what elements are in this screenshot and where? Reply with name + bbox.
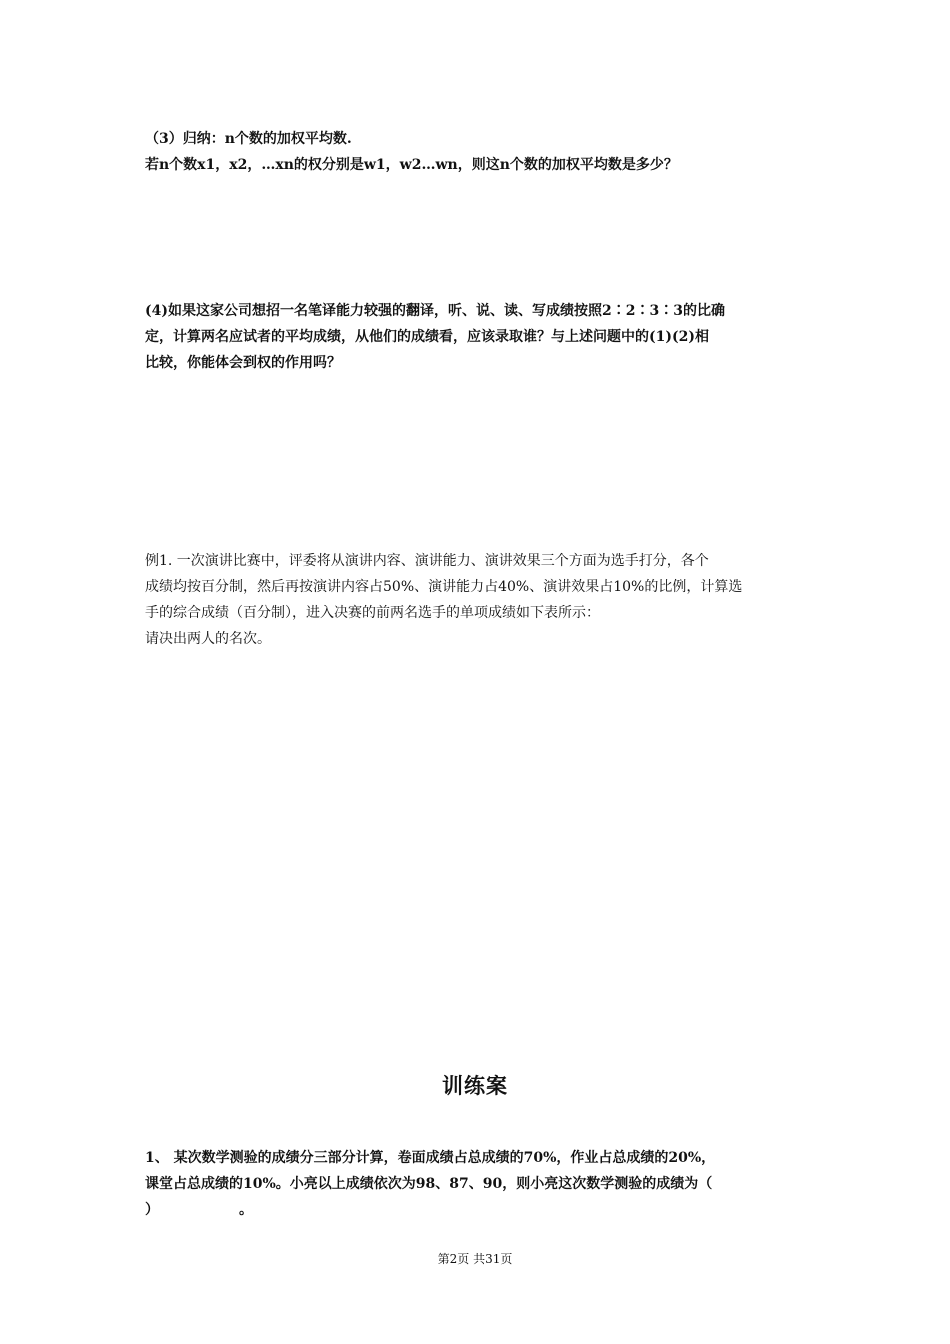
example-1-line-4: 请决出两人的名次。 (145, 631, 271, 647)
section-3-induction (145, 126, 810, 178)
section-3-heading: （3）归纳：n个数的加权平均数. (145, 131, 352, 147)
example-1-line-3: 手的综合成绩（百分制），进入决赛的前两名选手的单项成绩如下表所示： (145, 605, 600, 621)
page-footer: 第2页 共31页 (437, 1252, 513, 1266)
example-1-line-1: 例1. 一次演讲比赛中，评委将从演讲内容、演讲能力、演讲效果三个方面为选手打分，各个 (145, 553, 709, 569)
section-4-line-1: (4)如果这家公司想招一名笔译能力较强的翻译，听、说、读、写成绩按照2∶2∶3∶3的比确 (145, 303, 725, 319)
example-1 (145, 548, 810, 652)
section-4-question (145, 298, 810, 376)
example-1-line-2: 成绩均按百分制，然后再按演讲内容占50%、演讲能力占40%、演讲效果占10%的比例，计算选 (145, 579, 743, 595)
question-1-paren-close: ） (145, 1202, 159, 1218)
question-1 (145, 1145, 810, 1223)
question-1-line-3 (145, 1197, 810, 1223)
section-4-line-2: 定，计算两名应试者的平均成绩，从他们的成绩看，应该录取谁？与上述问题中的(1)(2)相 (145, 329, 709, 345)
question-1-line-1: 1、 某次数学测验的成绩分三部分计算，卷面成绩占总成绩的70%，作业占总成绩的20%， (145, 1150, 716, 1166)
section-4-line-3: 比较，你能体会到权的作用吗？ (145, 355, 341, 371)
training-section-title: 训练案 (442, 1074, 508, 1098)
section-3-question: 若n个数x1，x2，…xn的权分别是w1，w2…wn，则这n个数的加权平均数是多少？ (145, 157, 678, 173)
question-1-period: 。 (239, 1202, 253, 1218)
question-1-line-2: 课堂占总成绩的10%。小亮以上成绩依次为98、87、90，则小亮这次数学测验的成绩为（ (145, 1176, 713, 1192)
